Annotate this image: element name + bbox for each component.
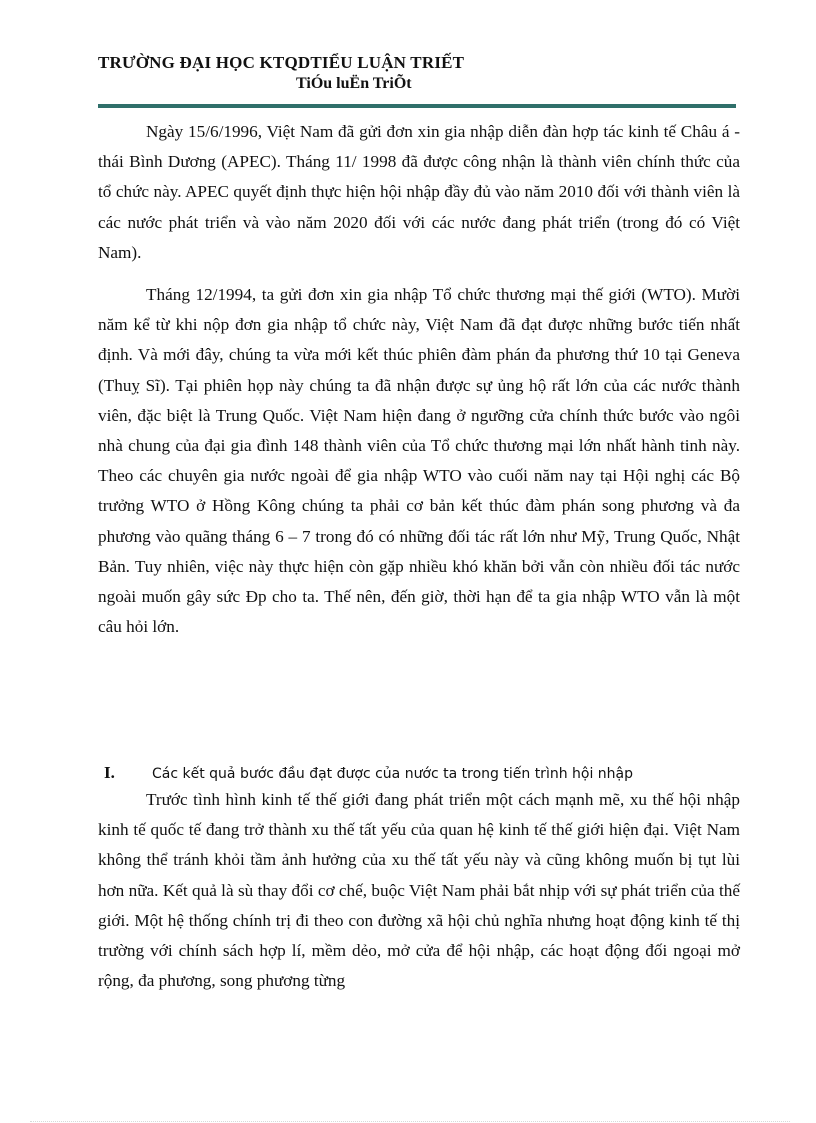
paragraph-integration: Trước tình hình kinh tế thế giới đang phát triển một cách mạnh mẽ, xu thế hội nhập kinh tế quốc tế đang trở thành xu thế tất yếu của quan hệ kinh tế thế giới hiện đại. Việt Nam không thể tránh khỏi tầm ảnh hưởng của xu thế tất yếu này và cũng không muốn bị tụt lùi hơn nữa. Kết quả là sù thay đổi cơ chế, buộc Việt Nam phải bắt nhịp với sự phát triển của thế giới. Một hệ thống chính trị đi theo con đường xã hội chủ nghĩa nhưng hoạt động kinh tế thị trường với chính sách hợp lí, mềm dẻo, mở cửa để hội nhập, các hoạt động đối ngoại mở rộng, đa phương, song phương từng <box>98 790 740 991</box>
section-number: I. <box>104 763 115 782</box>
section-1 <box>98 757 740 996</box>
page-header <box>98 52 738 94</box>
paragraph-wto: Tháng 12/1994, ta gửi đơn xin gia nhập Tổ chức thương mại thế giới (WTO). Mười năm kể từ khi nộp đơn gia nhập tổ chức này, Việt Nam đã đạt được những bước tiến nhất định. Và mới đây, chúng ta vừa mới kết thúc phiên đàm phán đa phương thứ 10 tại Geneva (Thuỵ Sĩ). Tại phiên họp này chúng ta đã nhận được sự ủng hộ rất lớn của các nước thành viên, đặc biệt là Trung Quốc. Việt Nam hiện đang ở ngưỡng cửa chính thức bước vào ngôi nhà chung của đại gia đình 148 thành viên của Tổ chức thương mại lớn nhất hành tinh này. Theo các chuyên gia nước ngoài để gia nhập WTO vào cuối năm nay tại Hội nghị các Bộ trưởng WTO ở Hồng Kông chúng ta phải cơ bản kết thúc đàm phán song phương và đa phương vào quãng tháng 6 – 7 trong đó có những đối tác rất lớn như Mỹ, Trung Quốc, Nhật Bản. Tuy nhiên, việc này thực hiện còn gặp nhiều khó khăn bởi vẫn còn nhiều đối tác nước ngoài muốn gây sức Ðp cho ta. Thế nên, đến giờ, thời hạn để ta gia nhập WTO vẫn là một câu hỏi lớn. <box>98 285 740 637</box>
footer-divider <box>30 1121 790 1122</box>
section-title: Các kết quả bước đầu đạt được của nước ta trong tiến trình hội nhập <box>152 766 634 782</box>
section-body <box>98 785 740 996</box>
header-subtitle: TiÓu luËn TriÕt <box>296 75 412 92</box>
body-text <box>98 117 740 642</box>
paragraph-apec: Ngày 15/6/1996, Việt Nam đã gửi đơn xin gia nhập diễn đàn hợp tác kinh tế Châu á - thái Bình Dương (APEC). Tháng 11/ 1998 đã được công nhận là thành viên chính thức của tổ chức này. APEC quyết định thực hiện hội nhập đầy đủ vào năm 2010 đối với thành viên là các nước phát triển và vào năm 2020 đối với các nước đang phát triển (trong đó có Việt Nam). <box>98 122 740 262</box>
header-divider <box>98 104 736 108</box>
section-heading <box>98 757 740 785</box>
header-title: TRƯỜNG ĐẠI HỌC KTQDTIỂU LUẬN TRIẾT <box>98 53 465 72</box>
